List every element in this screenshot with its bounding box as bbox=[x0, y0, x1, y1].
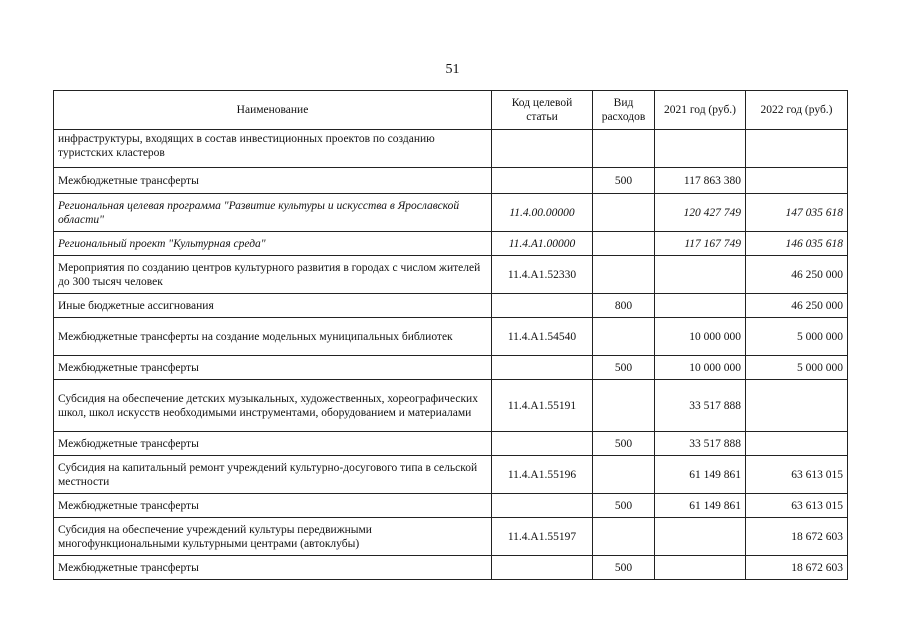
table-row bbox=[54, 456, 848, 494]
cell-amount-2022 bbox=[746, 432, 848, 456]
cell-amount-2021: 117 167 749 bbox=[655, 232, 746, 256]
cell-code bbox=[492, 356, 593, 380]
cell-amount-2022: 147 035 618 bbox=[746, 194, 848, 232]
cell-code: 11.4.А1.55191 bbox=[492, 380, 593, 432]
table-row bbox=[54, 168, 848, 194]
table-header-row bbox=[54, 91, 848, 130]
cell-name: Иные бюджетные ассигнования bbox=[54, 294, 492, 318]
column-header-name: Наименование bbox=[54, 91, 492, 130]
cell-code bbox=[492, 494, 593, 518]
cell-code bbox=[492, 294, 593, 318]
cell-amount-2021: 33 517 888 bbox=[655, 432, 746, 456]
cell-code: 11.4.А1.54540 bbox=[492, 318, 593, 356]
cell-name: Межбюджетные трансферты на создание модельных муниципальных библиотек bbox=[54, 318, 492, 356]
cell-code: 11.4.А1.55197 bbox=[492, 518, 593, 556]
cell-name: Межбюджетные трансферты bbox=[54, 432, 492, 456]
table-row bbox=[54, 432, 848, 456]
cell-name: Субсидия на обеспечение детских музыкальных, художественных, хореографических школ, школ искусств необходимыми инструментами, оборудованием и материалами bbox=[54, 380, 492, 432]
cell-name: инфраструктуры, входящих в состав инвестиционных проектов по созданию туристских кластеров bbox=[54, 130, 492, 168]
cell-expense-type bbox=[593, 130, 655, 168]
cell-amount-2022: 5 000 000 bbox=[746, 356, 848, 380]
cell-amount-2021: 10 000 000 bbox=[655, 318, 746, 356]
cell-code: 11.4.00.00000 bbox=[492, 194, 593, 232]
table-row bbox=[54, 194, 848, 232]
cell-amount-2021: 33 517 888 bbox=[655, 380, 746, 432]
cell-amount-2021 bbox=[655, 130, 746, 168]
cell-amount-2021: 61 149 861 bbox=[655, 494, 746, 518]
column-header-expense: Вид расходов bbox=[593, 91, 655, 130]
cell-amount-2022: 46 250 000 bbox=[746, 256, 848, 294]
cell-name: Межбюджетные трансферты bbox=[54, 556, 492, 580]
cell-code: 11.4.А1.00000 bbox=[492, 232, 593, 256]
cell-amount-2022 bbox=[746, 130, 848, 168]
cell-expense-type bbox=[593, 518, 655, 556]
cell-code bbox=[492, 168, 593, 194]
table-row bbox=[54, 318, 848, 356]
cell-name: Региональный проект "Культурная среда" bbox=[54, 232, 492, 256]
table-body bbox=[54, 130, 848, 580]
table-row bbox=[54, 256, 848, 294]
column-header-2022: 2022 год (руб.) bbox=[746, 91, 848, 130]
cell-amount-2022: 146 035 618 bbox=[746, 232, 848, 256]
column-header-2021: 2021 год (руб.) bbox=[655, 91, 746, 130]
cell-amount-2022: 5 000 000 bbox=[746, 318, 848, 356]
cell-name: Мероприятия по созданию центров культурного развития в городах с числом жителей до 300 тысяч человек bbox=[54, 256, 492, 294]
table-row bbox=[54, 556, 848, 580]
table-row bbox=[54, 294, 848, 318]
cell-code bbox=[492, 130, 593, 168]
cell-amount-2021 bbox=[655, 256, 746, 294]
budget-table bbox=[53, 90, 848, 580]
cell-expense-type bbox=[593, 380, 655, 432]
cell-amount-2021 bbox=[655, 556, 746, 580]
table-row bbox=[54, 356, 848, 380]
page-number: 51 bbox=[445, 62, 460, 77]
cell-name: Межбюджетные трансферты bbox=[54, 356, 492, 380]
cell-amount-2022: 46 250 000 bbox=[746, 294, 848, 318]
cell-amount-2021 bbox=[655, 518, 746, 556]
cell-amount-2021 bbox=[655, 294, 746, 318]
cell-amount-2021: 120 427 749 bbox=[655, 194, 746, 232]
cell-amount-2022 bbox=[746, 380, 848, 432]
cell-expense-type bbox=[593, 232, 655, 256]
cell-expense-type: 500 bbox=[593, 556, 655, 580]
table-row bbox=[54, 494, 848, 518]
cell-amount-2022: 18 672 603 bbox=[746, 556, 848, 580]
cell-expense-type: 500 bbox=[593, 432, 655, 456]
cell-name: Межбюджетные трансферты bbox=[54, 494, 492, 518]
table-row bbox=[54, 380, 848, 432]
cell-expense-type bbox=[593, 256, 655, 294]
cell-name: Межбюджетные трансферты bbox=[54, 168, 492, 194]
cell-amount-2021: 61 149 861 bbox=[655, 456, 746, 494]
cell-amount-2021: 10 000 000 bbox=[655, 356, 746, 380]
cell-expense-type bbox=[593, 194, 655, 232]
cell-name: Региональная целевая программа "Развитие культуры и искусства в Ярославской области" bbox=[54, 194, 492, 232]
cell-name: Субсидия на обеспечение учреждений культуры передвижными многофункциональными культурными центрами (автоклубы) bbox=[54, 518, 492, 556]
table-row bbox=[54, 232, 848, 256]
cell-code: 11.4.А1.55196 bbox=[492, 456, 593, 494]
cell-expense-type: 500 bbox=[593, 168, 655, 194]
table-row bbox=[54, 130, 848, 168]
cell-name: Субсидия на капитальный ремонт учреждений культурно-досугового типа в сельской местности bbox=[54, 456, 492, 494]
cell-expense-type bbox=[593, 456, 655, 494]
column-header-code: Код целевой статьи bbox=[492, 91, 593, 130]
cell-amount-2022: 18 672 603 bbox=[746, 518, 848, 556]
cell-code bbox=[492, 432, 593, 456]
cell-expense-type bbox=[593, 318, 655, 356]
cell-expense-type: 500 bbox=[593, 494, 655, 518]
cell-expense-type: 500 bbox=[593, 356, 655, 380]
cell-amount-2022 bbox=[746, 168, 848, 194]
cell-amount-2021: 117 863 380 bbox=[655, 168, 746, 194]
cell-amount-2022: 63 613 015 bbox=[746, 456, 848, 494]
table-row bbox=[54, 518, 848, 556]
cell-code: 11.4.А1.52330 bbox=[492, 256, 593, 294]
cell-expense-type: 800 bbox=[593, 294, 655, 318]
cell-amount-2022: 63 613 015 bbox=[746, 494, 848, 518]
cell-code bbox=[492, 556, 593, 580]
